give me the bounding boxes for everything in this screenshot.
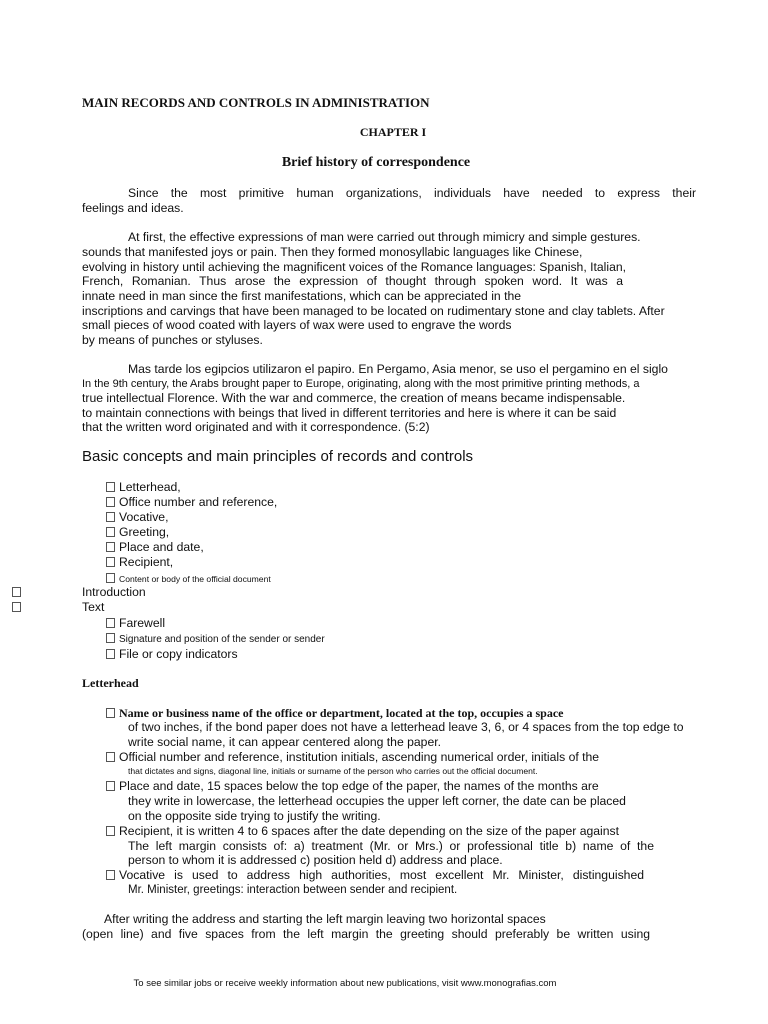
list-item: Recipient, <box>106 555 173 570</box>
paragraph-line: person to whom it is addressed c) position held d) address and place. <box>128 853 503 867</box>
list-item <box>12 600 25 615</box>
list-item <box>12 585 25 600</box>
paragraph-line: inscriptions and carvings that have been managed to be located on rudimentary stone and clay tablets. After <box>82 304 665 318</box>
paragraph-line: that dictates and signs, diagonal line, initials or surname of the person who carries out the official document. <box>128 766 538 776</box>
list-item: Place and date, 15 spaces below the top edge of the paper, the names of the months are <box>106 779 599 794</box>
checkbox-bullet-icon <box>106 573 115 583</box>
list-item: Official number and reference, institution initials, ascending numerical order, initials of the <box>106 750 599 765</box>
checkbox-bullet-icon <box>106 512 115 522</box>
checkbox-bullet-icon <box>106 482 115 492</box>
paragraph-line: write social name, it can appear centered along the paper. <box>128 735 442 749</box>
paragraph-line: After writing the address and starting the left margin leaving two horizontal spaces <box>104 912 546 926</box>
list-item: Name or business name of the office or department, located at the top, occupies a space <box>106 706 564 721</box>
list-item: Place and date, <box>106 540 204 555</box>
paragraph-line: The left margin consists of: a) treatment (Mr. or Mrs.) or professional title b) name of the <box>128 839 654 853</box>
list-item: Vocative, <box>106 510 168 525</box>
list-item: Recipient, it is written 4 to 6 spaces after the date depending on the size of the paper against <box>106 824 619 839</box>
checkbox-bullet-icon <box>12 602 21 612</box>
paragraph-line: on the opposite side trying to justify the writing. <box>128 809 381 823</box>
paragraph-line: (open line) and five spaces from the left margin the greeting should preferably be written using <box>82 927 650 941</box>
checkbox-bullet-icon <box>106 781 115 791</box>
letterhead-heading: Letterhead <box>82 676 139 690</box>
paragraph-line: feelings and ideas. <box>82 201 184 215</box>
section-heading: Basic concepts and main principles of records and controls <box>82 448 474 465</box>
paragraph-line: true intellectual Florence. With the war and commerce, the creation of means became indispensable. <box>82 391 626 405</box>
list-item: Content or body of the official document <box>106 571 271 587</box>
list-item: Signature and position of the sender or sender <box>106 631 325 647</box>
paragraph-line: to maintain connections with beings that lived in different territories and here is where it can be said <box>82 406 617 420</box>
checkbox-bullet-icon <box>106 527 115 537</box>
list-item: Farewell <box>106 616 165 631</box>
list-item: Letterhead, <box>106 480 181 495</box>
paragraph-line: In the 9th century, the Arabs brought paper to Europe, originating, along with the most primitive printing methods, a <box>82 378 640 390</box>
document-subtitle: Brief history of correspondence <box>281 155 471 170</box>
checkbox-bullet-icon <box>106 752 115 762</box>
checkbox-bullet-icon <box>12 587 21 597</box>
list-item-label: Introduction <box>82 585 146 599</box>
paragraph-line: French, Romanian. Thus arose the expression of thought through spoken word. It was a <box>82 274 623 288</box>
list-item: Vocative is used to address high authorities, most excellent Mr. Minister, distinguished <box>106 868 644 883</box>
checkbox-bullet-icon <box>106 826 115 836</box>
checkbox-bullet-icon <box>106 708 115 718</box>
checkbox-bullet-icon <box>106 557 115 567</box>
checkbox-bullet-icon <box>106 649 115 659</box>
paragraph-line: innate need in man since the first manifestations, which can be appreciated in the <box>82 289 522 303</box>
checkbox-bullet-icon <box>106 633 115 643</box>
paragraph-line: small pieces of wood coated with layers of wax were used to engrave the words <box>82 318 512 332</box>
document-title: MAIN RECORDS AND CONTROLS IN ADMINISTRATION <box>82 95 430 110</box>
list-item: Greeting, <box>106 525 169 540</box>
checkbox-bullet-icon <box>106 870 115 880</box>
page-footer: To see similar jobs or receive weekly information about new publications, visit www.monografias.com <box>133 978 557 989</box>
paragraph-line: of two inches, if the bond paper does not have a letterhead leave 3, 6, or 4 spaces from the top edge to <box>128 720 684 734</box>
paragraph-line: At first, the effective expressions of man were carried out through mimicry and simple gestures. <box>128 230 641 244</box>
checkbox-bullet-icon <box>106 618 115 628</box>
list-item: File or copy indicators <box>106 647 238 662</box>
chapter-heading: CHAPTER I <box>359 125 427 139</box>
paragraph-line: by means of punches or styluses. <box>82 333 263 347</box>
paragraph-line: Mas tarde los egipcios utilizaron el papiro. En Pergamo, Asia menor, se uso el pergamino en el siglo <box>128 362 668 376</box>
checkbox-bullet-icon <box>106 542 115 552</box>
paragraph-line: Mr. Minister, greetings: interaction between sender and recipient. <box>128 884 458 896</box>
checkbox-bullet-icon <box>106 497 115 507</box>
paragraph-line: Since the most primitive human organizations, individuals have needed to express their <box>128 186 696 200</box>
paragraph-line: sounds that manifested joys or pain. Then they formed monosyllabic languages like Chinese, <box>82 245 583 259</box>
paragraph-line: they write in lowercase, the letterhead occupies the upper left corner, the date can be placed <box>128 794 626 808</box>
list-item: Office number and reference, <box>106 495 277 510</box>
paragraph-line: that the written word originated and with it correspondence. (5:2) <box>82 420 430 434</box>
list-item-label: Text <box>82 600 105 614</box>
paragraph-line: evolving in history until achieving the magnificent voices of the Romance languages: Spanish, Italian, <box>82 260 627 274</box>
